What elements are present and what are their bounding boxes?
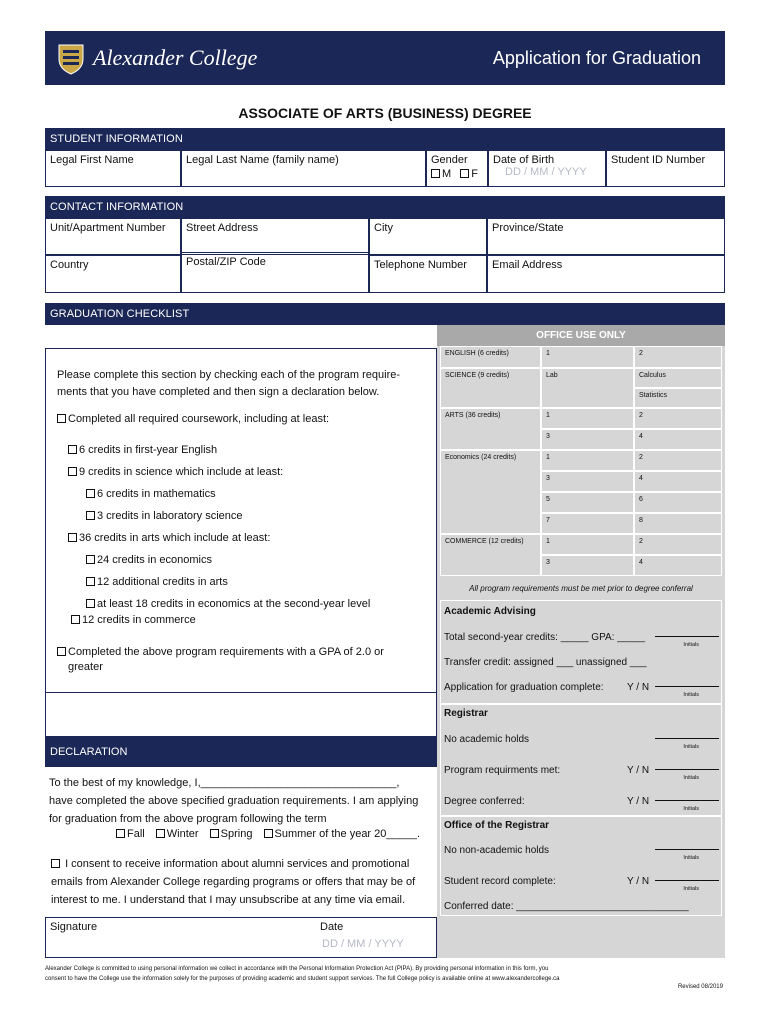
commerce-cell-4[interactable]: 4	[634, 555, 722, 576]
item-econ[interactable]	[86, 554, 212, 566]
consent-block	[51, 855, 437, 909]
summer-checkbox[interactable]	[264, 829, 273, 838]
econ2-checkbox[interactable]	[86, 599, 95, 608]
econ-cell-2[interactable]: 2	[634, 450, 722, 471]
province-label: Province/State	[492, 222, 564, 234]
unit-label: Unit/Apartment Number	[50, 222, 166, 234]
office-economics: Economics (24 credits)	[440, 450, 541, 534]
checklist-header: GRADUATION CHECKLIST	[45, 303, 725, 325]
office-initials-line-2[interactable]	[655, 880, 719, 881]
checklist-spacer	[45, 693, 437, 737]
item-coursework[interactable]	[57, 413, 329, 425]
advising-initials-line-1[interactable]	[655, 636, 719, 637]
science-cell-calculus[interactable]: Calculus	[634, 368, 722, 388]
advising-title: Academic Advising	[444, 606, 536, 617]
contact-info-header: CONTACT INFORMATION	[45, 196, 725, 218]
city-label: City	[374, 222, 393, 234]
privacy-line2: consent to have the College use the information solely for the purposes of providing academic and student support services. The full College policy is available online at www.alexandercollege.ca	[45, 976, 560, 982]
declaration-line1: To the best of my knowledge, I,________________________________,	[49, 777, 400, 789]
office-title: OFFICE USE ONLY	[437, 325, 725, 346]
science-checkbox[interactable]	[68, 467, 77, 476]
crest-icon	[55, 41, 87, 75]
arts-label: 36 credits in arts which include at least:	[79, 532, 271, 544]
econ-cell-3[interactable]: 3	[541, 471, 634, 492]
declaration-text	[49, 774, 435, 828]
spring-checkbox[interactable]	[210, 829, 219, 838]
lab-checkbox[interactable]	[86, 511, 95, 520]
english-cell-1[interactable]: 1	[541, 346, 634, 368]
math-label: 6 credits in mathematics	[97, 488, 216, 500]
student-id-field[interactable]	[606, 150, 725, 187]
application-title: Application for Graduation	[492, 48, 701, 68]
street-field[interactable]	[181, 218, 369, 255]
english-checkbox[interactable]	[68, 445, 77, 454]
english-label: 6 credits in first-year English	[79, 444, 218, 456]
consent-checkbox[interactable]	[51, 859, 60, 868]
gpa-label-line2: greater	[68, 661, 103, 673]
telephone-field[interactable]	[369, 255, 487, 293]
office-commerce: COMMERCE (12 credits)	[440, 534, 541, 576]
econ2-label: at least 18 credits in economics at the second-year level	[97, 598, 371, 610]
office-initials-1: Initials	[683, 855, 699, 861]
postal-label: Postal/ZIP Code	[186, 256, 266, 268]
registrar-title: Registrar	[444, 708, 488, 719]
email-label: Email Address	[492, 259, 563, 271]
office-initials-2: Initials	[683, 886, 699, 892]
addl-arts-label: 12 additional credits in arts	[97, 576, 228, 588]
econ-checkbox[interactable]	[86, 555, 95, 564]
email-field[interactable]	[487, 255, 725, 293]
dob-field[interactable]	[488, 150, 606, 187]
arts-cell-1[interactable]: 1	[541, 408, 634, 429]
date-label: Date	[320, 921, 344, 933]
registrar-prog-yn[interactable]: Y / N	[627, 765, 650, 776]
item-gpa[interactable]	[57, 645, 384, 675]
student-info-header: STUDENT INFORMATION	[45, 128, 725, 150]
lab-label: 3 credits in laboratory science	[97, 510, 243, 522]
privacy-line1: Alexander College is committed to using personal information we collect in accordance with the Personal Information Protection Act (PIPA). By providing personal information in this form, you	[45, 966, 549, 972]
econ-cell-7[interactable]: 7	[541, 513, 634, 534]
college-name: Alexander College	[93, 45, 258, 70]
advising-transfer: Transfer credit: assigned ___ unassigned ___	[444, 657, 647, 668]
office-registrar-title: Office of the Registrar	[444, 820, 550, 831]
postal-field[interactable]	[181, 252, 369, 293]
commerce-cell-1[interactable]: 1	[541, 534, 634, 555]
advising-app-complete: Application for graduation complete:	[444, 682, 604, 693]
registrar-initials-1: Initials	[683, 744, 699, 750]
econ-label: 24 credits in economics	[97, 554, 212, 566]
registrar-no-holds: No academic holds	[444, 734, 530, 745]
gpa-checkbox[interactable]	[57, 647, 66, 656]
consent-line2: emails from Alexander College regarding programs or offers that may be of	[51, 876, 416, 888]
registrar-initials-line-1[interactable]	[655, 738, 719, 739]
date-placeholder[interactable]: DD / MM / YYYY	[322, 938, 404, 950]
spring-label: Spring	[220, 828, 253, 840]
addl-arts-checkbox[interactable]	[86, 577, 95, 586]
coursework-label: Completed all required coursework, including at least:	[68, 413, 330, 425]
office-science: SCIENCE (9 credits)	[440, 368, 541, 408]
coursework-checkbox[interactable]	[57, 414, 66, 423]
item-english[interactable]	[68, 444, 217, 456]
city-field[interactable]	[369, 218, 487, 255]
advising-initials-2: Initials	[683, 692, 699, 698]
office-english: ENGLISH (6 credits)	[440, 346, 541, 368]
checklist-intro	[57, 367, 400, 401]
unit-field[interactable]	[45, 218, 181, 255]
office-initials-line-1[interactable]	[655, 849, 719, 850]
last-name-label: Legal Last Name (family name)	[186, 154, 339, 166]
econ-cell-5[interactable]: 5	[541, 492, 634, 513]
gender-f-checkbox[interactable]	[460, 169, 469, 178]
office-arts: ARTS (36 credits)	[440, 408, 541, 450]
econ-cell-4[interactable]: 4	[634, 471, 722, 492]
econ-cell-1[interactable]: 1	[541, 450, 634, 471]
gender-f-label: F	[471, 168, 478, 180]
consent-line1: I consent to receive information about alumni services and promotional	[65, 858, 410, 870]
declaration-line3: for graduation from the above program following the term	[49, 813, 327, 825]
item-econ2[interactable]	[86, 598, 370, 610]
dob-label: Date of Birth	[493, 154, 555, 166]
first-name-label: Legal First Name	[50, 154, 134, 166]
registrar-initials-line-2[interactable]	[655, 769, 719, 770]
office-record-yn[interactable]: Y / N	[627, 876, 650, 887]
science-cell-lab[interactable]: Lab	[541, 368, 634, 408]
advising-yn[interactable]: Y / N	[627, 682, 650, 693]
arts-checkbox[interactable]	[68, 533, 77, 542]
consent-line3: interest to me. I understand that I may unsubscribe at any time via email.	[51, 894, 406, 906]
english-cell-2[interactable]: 2	[634, 346, 722, 368]
revised-date: Revised 08/2019	[677, 984, 723, 990]
commerce-cell-3[interactable]: 3	[541, 555, 634, 576]
science-label: 9 credits in science which include at least:	[79, 466, 284, 478]
registrar-degree-yn[interactable]: Y / N	[627, 796, 650, 807]
province-field[interactable]	[487, 218, 725, 255]
declaration-line2: have completed the above specified graduation requirements. I am applying	[49, 795, 419, 807]
item-lab[interactable]	[86, 510, 243, 522]
checklist-intro-line1: Please complete this section by checking each of the program require-	[57, 369, 401, 381]
registrar-degree-conferred: Degree conferred:	[444, 796, 525, 807]
college-logo	[55, 39, 295, 77]
winter-checkbox[interactable]	[156, 829, 165, 838]
econ-cell-8[interactable]: 8	[634, 513, 722, 534]
registrar-initials-2: Initials	[683, 775, 699, 781]
item-arts[interactable]	[68, 532, 270, 544]
checklist-intro-line2: ments that you have completed and then sign a declaration below.	[57, 386, 380, 398]
office-no-nonacad: No non-academic holds	[444, 845, 550, 856]
arts-cell-3[interactable]: 3	[541, 429, 634, 450]
privacy-footer	[45, 964, 725, 984]
math-checkbox[interactable]	[86, 489, 95, 498]
dob-placeholder: DD / MM / YYYY	[505, 166, 587, 178]
country-field[interactable]	[45, 255, 181, 293]
commerce-checkbox[interactable]	[71, 615, 80, 624]
registrar-initials-3: Initials	[683, 806, 699, 812]
gender-field	[426, 150, 488, 187]
gender-label: Gender	[431, 154, 468, 166]
last-name-field[interactable]	[181, 150, 426, 187]
fall-label: Fall	[127, 828, 145, 840]
gender-m-checkbox[interactable]	[431, 169, 440, 178]
item-science[interactable]	[68, 466, 283, 478]
advising-initials-line-2[interactable]	[655, 686, 719, 687]
econ-cell-6[interactable]: 6	[634, 492, 722, 513]
commerce-cell-2[interactable]: 2	[634, 534, 722, 555]
item-math[interactable]	[86, 488, 216, 500]
registrar-prog-met: Program requirments met:	[444, 765, 561, 776]
student-id-label: Student ID Number	[611, 154, 706, 166]
registrar-initials-line-3[interactable]	[655, 800, 719, 801]
telephone-label: Telephone Number	[374, 259, 467, 271]
advising-initials-1: Initials	[683, 642, 699, 648]
item-commerce[interactable]	[71, 614, 196, 626]
summer-label: Summer of the year 20_____.	[274, 828, 421, 840]
office-note: All program requirements must be met prior to degree conferral	[469, 584, 693, 593]
declaration-header: DECLARATION	[45, 737, 437, 767]
country-label: Country	[50, 259, 89, 271]
office-conferred-date[interactable]: Conferred date: _______________________________	[444, 901, 689, 912]
item-addl-arts[interactable]	[86, 576, 228, 588]
commerce-label: 12 credits in commerce	[82, 614, 196, 626]
first-name-field[interactable]	[45, 150, 181, 187]
arts-cell-4[interactable]: 4	[634, 429, 722, 450]
term-options	[116, 828, 420, 840]
gpa-label-line1: Completed the above program requirements with a GPA of 2.0 or	[68, 646, 384, 658]
arts-cell-2[interactable]: 2	[634, 408, 722, 429]
office-record-complete: Student record complete:	[444, 876, 556, 887]
fall-checkbox[interactable]	[116, 829, 125, 838]
advising-total-credits: Total second-year credits: _____ GPA: _____	[444, 632, 646, 643]
science-cell-statistics[interactable]: Statistics	[634, 388, 722, 408]
signature-label: Signature	[50, 921, 98, 933]
street-label: Street Address	[186, 222, 259, 234]
header-banner	[45, 31, 725, 85]
document-title: ASSOCIATE OF ARTS (BUSINESS) DEGREE	[238, 105, 532, 121]
gender-m-label: M	[442, 168, 452, 180]
winter-label: Winter	[166, 828, 199, 840]
